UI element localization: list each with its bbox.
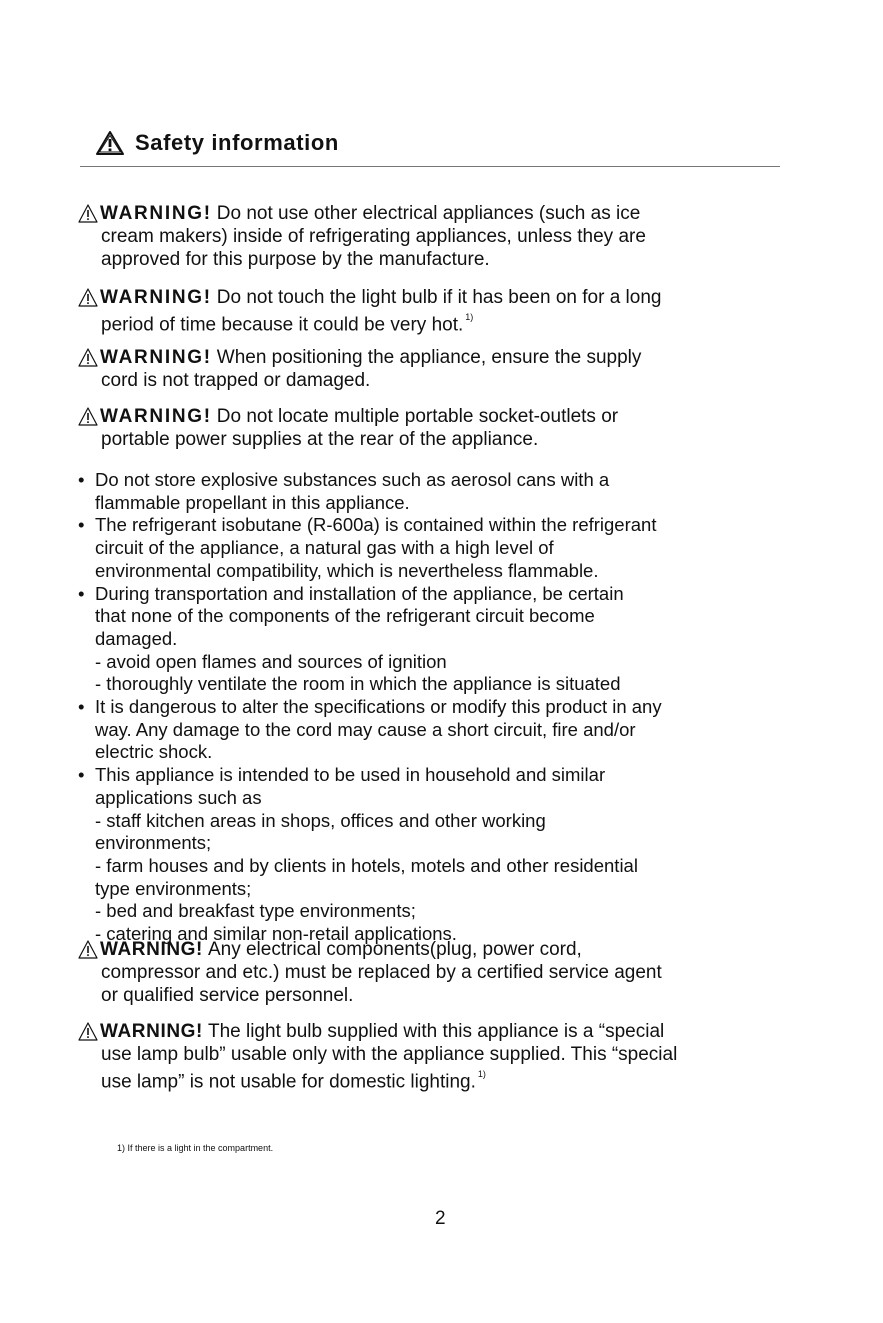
footnote-mark: 1) <box>465 312 474 322</box>
list-item: • During transportation and installation of the appliance, be certain <box>78 582 624 604</box>
warning-keyword: WARNING! <box>100 203 212 224</box>
list-item: - farm houses and by clients in hotels, motels and other residential <box>95 854 638 876</box>
warning-text: portable power supplies at the rear of the appliance. <box>101 429 539 450</box>
bullet-list <box>78 469 778 946</box>
warning-block <box>78 405 778 451</box>
warning-text: approved for this purpose by the manufacture. <box>101 249 490 270</box>
warning-triangle-icon <box>78 940 98 959</box>
list-item: electric shock. <box>95 741 213 763</box>
list-item: - avoid open flames and sources of ignition <box>95 650 447 672</box>
warning-text: compressor and etc.) must be replaced by a certified service agent <box>101 962 662 983</box>
warning-text: Do not use other electrical appliances (such as ice <box>216 203 641 224</box>
warning-keyword: WARNING! <box>100 287 212 308</box>
warning-triangle-icon <box>95 130 125 156</box>
warning-text: use lamp” is not usable for domestic lighting. <box>101 1071 476 1093</box>
warning-text: The light bulb supplied with this appliance is a “special <box>207 1021 665 1042</box>
list-item: - catering and similar non-retail applications. <box>95 923 457 945</box>
warning-text: Do not locate multiple portable socket-outlets or <box>216 406 619 427</box>
list-item: environments; <box>95 832 212 854</box>
list-item: • Do not store explosive substances such as aerosol cans with a <box>78 469 610 490</box>
warning-triangle-icon <box>78 1022 98 1041</box>
warning-triangle-icon <box>78 348 98 367</box>
list-item: • The refrigerant isobutane (R-600a) is contained within the refrigerant <box>78 514 657 536</box>
list-item: flammable propellant in this appliance. <box>95 491 410 513</box>
list-item: that none of the components of the refrigerant circuit become <box>95 605 595 627</box>
warning-text: When positioning the appliance, ensure the supply <box>216 347 642 368</box>
warning-text: period of time because it could be very hot. <box>101 314 464 336</box>
warning-triangle-icon <box>78 204 98 223</box>
list-item: circuit of the appliance, a natural gas with a high level of <box>95 537 554 559</box>
list-item: • It is dangerous to alter the specifications or modify this product in any <box>78 696 662 718</box>
list-item: type environments; <box>95 877 252 899</box>
warning-text: cream makers) inside of refrigerating appliances, unless they are <box>101 226 646 247</box>
warning-block <box>78 286 778 336</box>
header-divider <box>80 166 780 167</box>
list-item: - staff kitchen areas in shops, offices and other working <box>95 809 546 831</box>
page-title: Safety information <box>135 130 339 155</box>
warning-keyword: WARNING! <box>100 939 203 960</box>
footnote-mark: 1) <box>477 1069 486 1079</box>
list-item: way. Any damage to the cord may cause a short circuit, fire and/or <box>95 718 636 740</box>
warning-triangle-icon <box>78 407 98 426</box>
warning-block <box>78 346 778 392</box>
warning-triangle-icon <box>78 288 98 307</box>
page-number: 2 <box>435 1208 446 1229</box>
list-item: - bed and breakfast type environments; <box>95 900 416 922</box>
list-item: • This appliance is intended to be used in household and similar <box>78 764 606 786</box>
warning-text: use lamp bulb” usable only with the appliance supplied. This “special <box>101 1044 678 1065</box>
section-header <box>95 130 339 156</box>
warning-text: Do not touch the light bulb if it has been on for a long <box>216 287 662 308</box>
warning-keyword: WARNING! <box>100 406 212 427</box>
warning-block <box>78 202 778 271</box>
warning-keyword: WARNING! <box>100 347 212 368</box>
footnote: 1) If there is a light in the compartment. <box>117 1143 274 1153</box>
list-item: applications such as <box>95 786 262 808</box>
list-item: environmental compatibility, which is nevertheless flammable. <box>95 559 599 581</box>
warning-text: Any electrical components(plug, power cord, <box>207 939 582 960</box>
warning-text: or qualified service personnel. <box>101 985 354 1006</box>
warning-block <box>78 938 778 1007</box>
warning-text: cord is not trapped or damaged. <box>101 370 371 391</box>
warning-keyword: WARNING! <box>100 1021 203 1042</box>
list-item: - thoroughly ventilate the room in which the appliance is situated <box>95 673 621 695</box>
list-item: damaged. <box>95 627 178 649</box>
warning-block <box>78 1020 778 1093</box>
